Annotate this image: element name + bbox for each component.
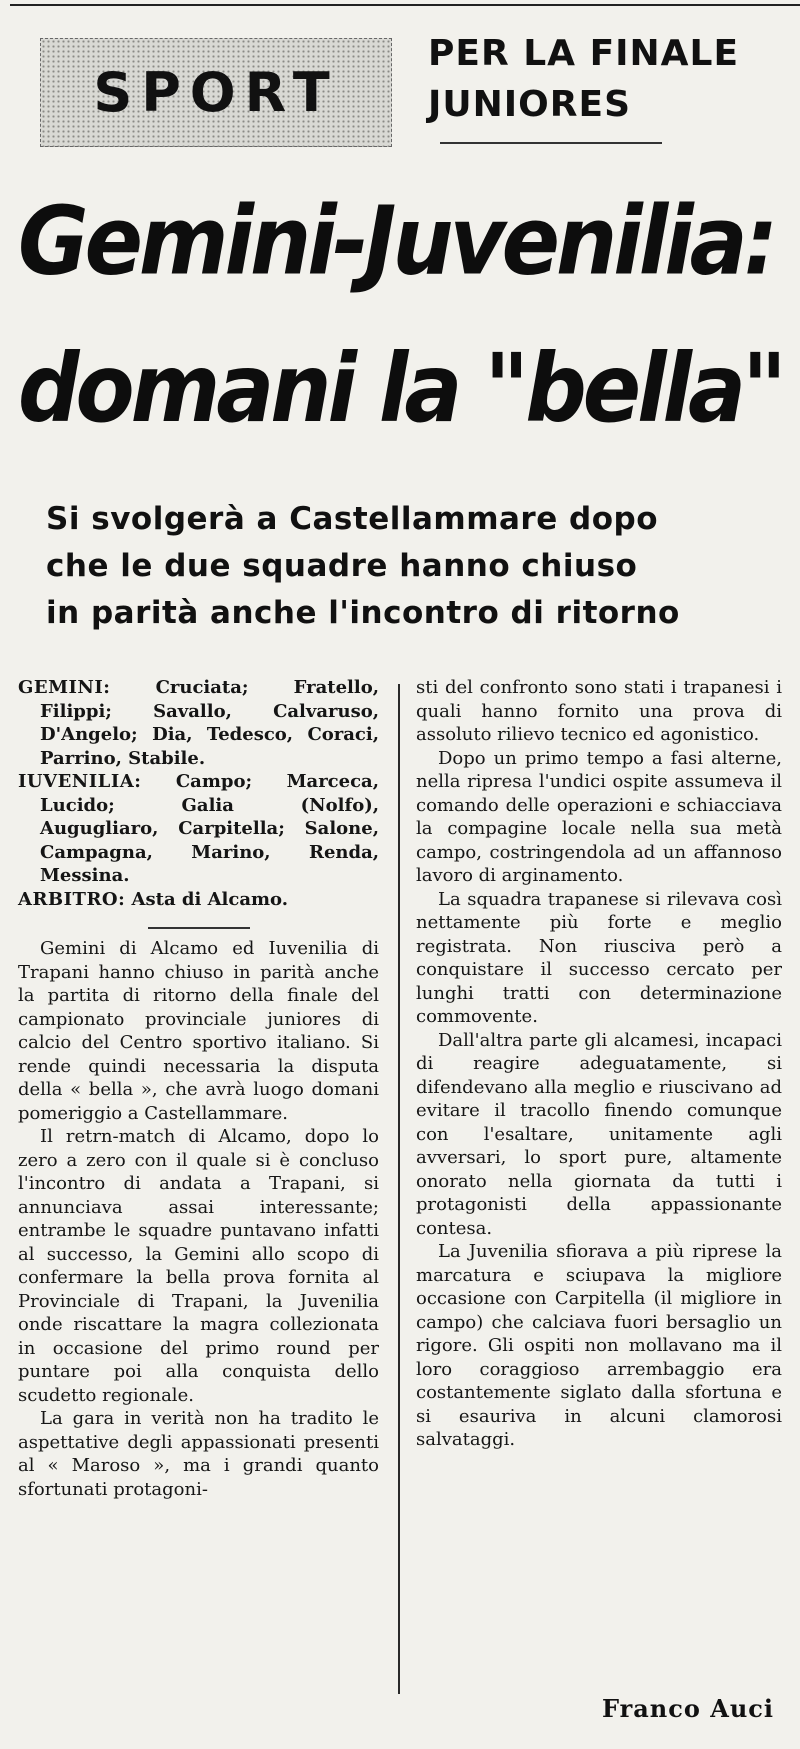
article-paragraph: La squadra trapanese si rilevava così nettamente più forte e meglio registrata. Non riusciva però a conquistare il successo cercato per lunghi tratti con determinazione commovente. bbox=[416, 888, 782, 1027]
column-divider bbox=[398, 684, 400, 1694]
subheadline-line-2: che le due squadre hanno chiuso bbox=[46, 548, 638, 584]
article-paragraph: sti del confronto sono stati i trapanesi i quali hanno fornito una prova di assoluto rilievo tecnico ed agonistico. bbox=[416, 677, 782, 745]
lineup-iuvenilia bbox=[18, 770, 379, 888]
lineup-players: Cruciata; Fratello, Filippi; Savallo, Calvaruso, D'Angelo; Dia, Tedesco, Coraci, Parrino, Stabile. bbox=[40, 677, 379, 769]
article-paragraph: La Juvenilia sfiorava a più riprese la marcatura e sciupava la migliore occasione con Carpitella (il migliore in campo) che calciava fuori bersaglio un rigore. Gli ospiti non mollavano ma il loro coraggioso arrembaggio era costantemente siglato dalla sfortuna e si esauriva in alcuni clamorosi salvataggi. bbox=[416, 1241, 782, 1450]
article-paragraph: Dopo un primo tempo a fasi alterne, nella ripresa l'undici ospite assumeva il comando delle operazioni e schiacciava la compagine locale nella sua metà campo, costringendola ad un affannoso lavoro di arginamento. bbox=[416, 747, 782, 886]
lineup-label: IUVENILIA: bbox=[18, 771, 142, 792]
article-paragraph: Dall'altra parte gli alcamesi, incapaci di reagire adeguatamente, si difendevano alla meglio e riuscivano ad evitare il tracollo finendo comunque con l'esaltare, unitamente agli avversari, lo sport pure, altamente onorato nella giornata da tutti i protagonisti della appassionante contesa. bbox=[416, 1029, 782, 1239]
kicker-underline bbox=[440, 142, 662, 144]
separator-rule bbox=[148, 927, 250, 929]
headline-line-1: Gemini-Juvenilia: bbox=[18, 186, 775, 297]
lineup-referee-name: Asta di Alcamo. bbox=[131, 888, 288, 910]
kicker-line-2: JUNIORES bbox=[428, 84, 631, 125]
article-column-right bbox=[416, 676, 782, 1452]
subheadline-line-1: Si svolgerà a Castellammare dopo bbox=[46, 501, 658, 537]
subheadline-line-3: in parità anche l'incontro di ritorno bbox=[46, 595, 680, 631]
article-paragraph: Gemini di Alcamo ed Iuvenilia di Trapani hanno chiuso in parità anche la partita di ritorno della finale del campionato provinciale juniores di calcio del Centro sportivo italiano. Si rende quindi necessaria la disputa della « bella », che avrà luogo domani pomeriggio a Castellammare. bbox=[18, 938, 379, 1124]
lineup-label: GEMINI: bbox=[18, 677, 111, 698]
lineup-referee bbox=[18, 888, 379, 912]
byline: Franco Auci bbox=[601, 1694, 774, 1723]
lineup-players: Campo; Marceca, Lucido; Galia (Nolfo), Augugliaro, Carpitella; Salone, Campagna, Marino, Renda, Messina. bbox=[40, 771, 379, 886]
kicker bbox=[428, 28, 788, 130]
lineup-label: ARBITRO: bbox=[18, 888, 126, 910]
lineup-gemini bbox=[18, 676, 379, 770]
headline-line-2: domani la "bella" bbox=[18, 334, 783, 445]
article-paragraph: La gara in verità non ha tradito le aspettative degli appassionati presenti al « Maroso », ma i grandi quanto sfortunati protagoni- bbox=[18, 1408, 379, 1500]
headline bbox=[18, 168, 800, 463]
subheadline bbox=[46, 496, 786, 637]
section-label-box bbox=[40, 38, 392, 147]
kicker-line-1: PER LA FINALE bbox=[428, 33, 740, 74]
article-column-left bbox=[18, 676, 379, 1501]
section-label: SPORT bbox=[93, 61, 339, 124]
article-paragraph: Il retrn-match di Alcamo, dopo lo zero a zero con il quale si è concluso l'incontro di andata a Trapani, si annunciava assai interessante; entrambe le squadre puntavano infatti al successo, la Gemini allo scopo di confermare la bella prova fornita al Provinciale di Trapani, la Juvenilia onde riscattare la magra collezionata in occasione del primo round per puntare poi alla conquista dello scudetto regionale. bbox=[18, 1126, 379, 1406]
top-rule bbox=[10, 4, 800, 6]
